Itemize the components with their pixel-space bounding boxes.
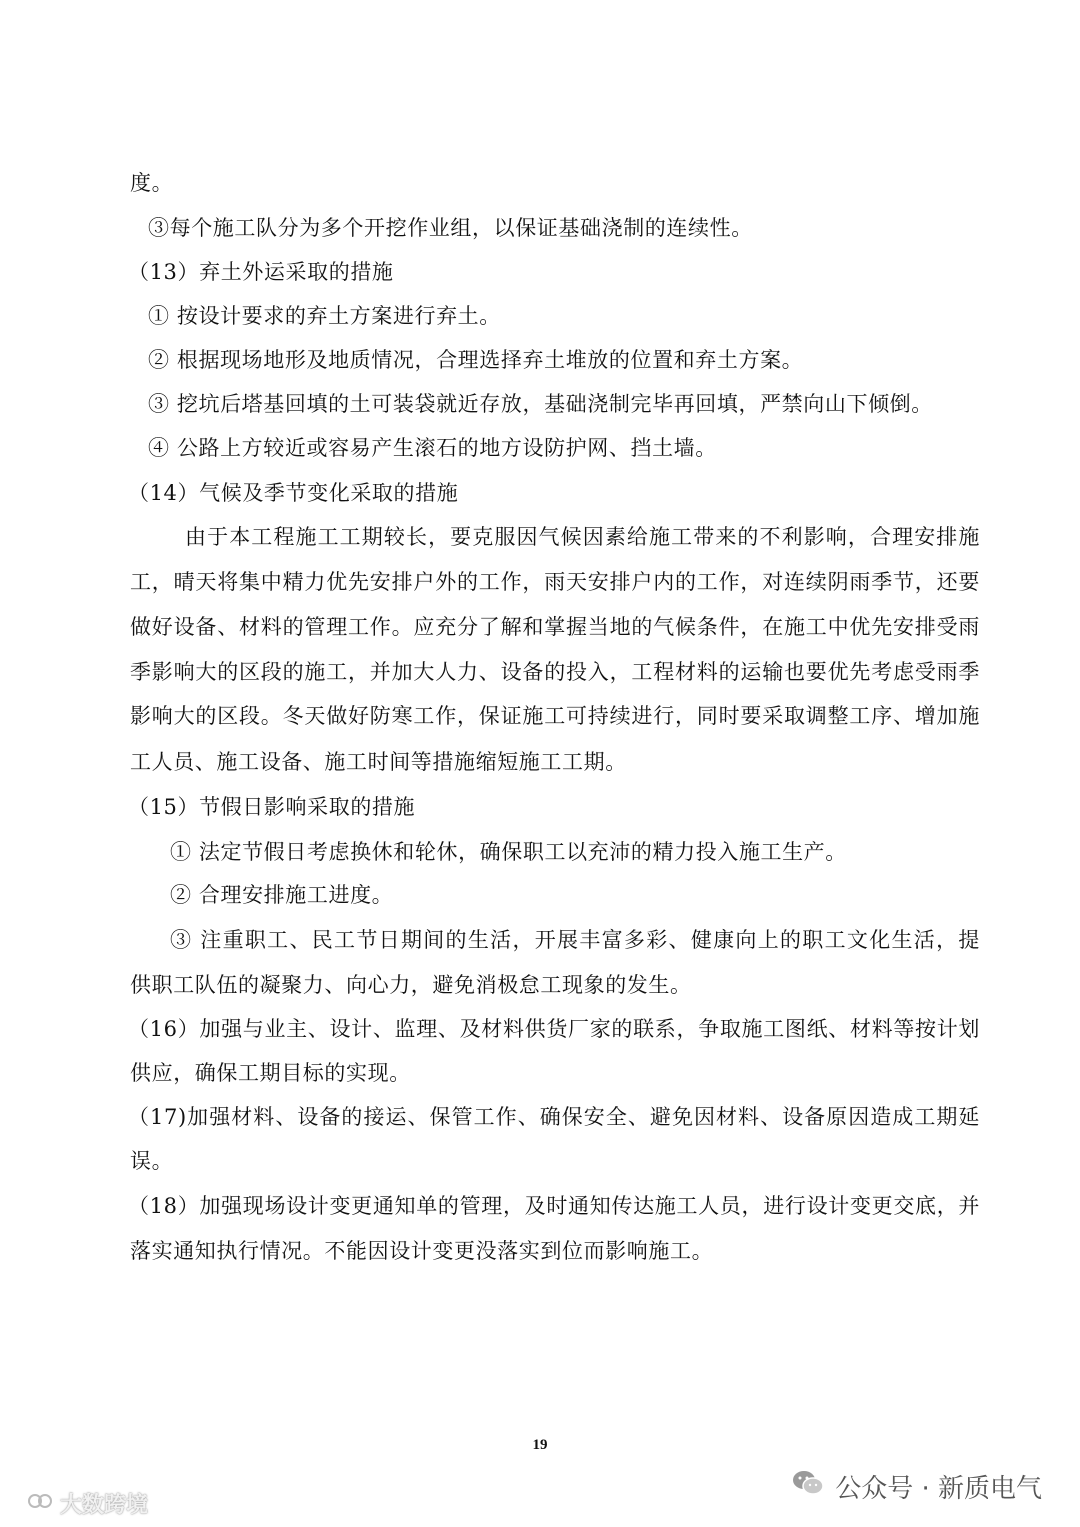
- paragraph-line: 由于本工程施工工期较长，要克服因气候因素给施工带来的不利影响，合理安排施: [185, 525, 980, 549]
- paragraph-line: 落实通知执行情况。不能因设计变更没落实到位而影响施工。: [130, 1239, 714, 1263]
- list-item: ④ 公路上方较近或容易产生滚石的地方设防护网、挡土墙。: [148, 436, 717, 460]
- paragraph-line: （17)加强材料、设备的接运、保管工作、确保安全、避免因材料、设备原因造成工期延: [128, 1105, 980, 1129]
- section-heading: （15）节假日影响采取的措施: [128, 795, 416, 819]
- section-heading: （14）气候及季节变化采取的措施: [128, 481, 459, 505]
- list-item: ① 法定节假日考虑换休和轮休，确保职工以充沛的精力投入施工生产。: [170, 840, 847, 864]
- paragraph-line: 工人员、施工设备、施工时间等措施缩短施工工期。: [130, 750, 627, 774]
- watermark-right: [791, 1468, 1042, 1505]
- paragraph-line: 误。: [130, 1149, 174, 1173]
- watermark-right-text: 公众号 · 新质电气: [835, 1474, 1042, 1504]
- paragraph-line: 季影响大的区段的施工，并加大人力、设备的投入，工程材料的运输也要优先考虑受雨季: [130, 660, 980, 684]
- list-item: ③ 注重职工、民工节日期间的生活，开展丰富多彩、健康向上的职工文化生活，提: [170, 928, 980, 952]
- text-line: ③每个施工队分为多个开挖作业组，以保证基础浇制的连续性。: [148, 216, 753, 240]
- section-heading: （13）弃土外运采取的措施: [128, 260, 394, 284]
- text-line: 度。: [130, 171, 174, 195]
- list-item: ③ 挖坑后塔基回填的土可装袋就近存放，基础浇制完毕再回填，严禁向山下倾倒。: [148, 392, 933, 416]
- brand-logo-icon: [28, 1491, 54, 1517]
- paragraph-line: 供职工队伍的凝聚力、向心力，避免消极怠工现象的发生。: [130, 973, 692, 997]
- list-item: ② 根据现场地形及地质情况，合理选择弃土堆放的位置和弃土方案。: [148, 348, 804, 372]
- list-item: ② 合理安排施工进度。: [170, 883, 394, 907]
- paragraph-line: 做好设备、材料的管理工作。应充分了解和掌握当地的气候条件，在施工中优先安排受雨: [130, 615, 980, 639]
- page-number: 19: [532, 1437, 548, 1453]
- paragraph-line: 供应，确保工期目标的实现。: [130, 1061, 411, 1085]
- paragraph-line: （16）加强与业主、设计、监理、及材料供货厂家的联系，争取施工图纸、材料等按计划: [128, 1017, 980, 1041]
- watermark-left-text: 大数跨境: [60, 1493, 149, 1518]
- list-item: ① 按设计要求的弃土方案进行弃土。: [148, 304, 501, 328]
- wechat-icon: [791, 1468, 825, 1505]
- paragraph-line: （18）加强现场设计变更通知单的管理，及时通知传达施工人员，进行设计变更交底，并: [128, 1194, 980, 1218]
- paragraph-line: 影响大的区段。冬天做好防寒工作，保证施工可持续进行，同时要采取调整工序、增加施: [130, 704, 980, 728]
- paragraph-line: 工，晴天将集中精力优先安排户外的工作，雨天安排户内的工作，对连续阴雨季节，还要: [130, 570, 980, 594]
- watermark-left: [28, 1488, 148, 1519]
